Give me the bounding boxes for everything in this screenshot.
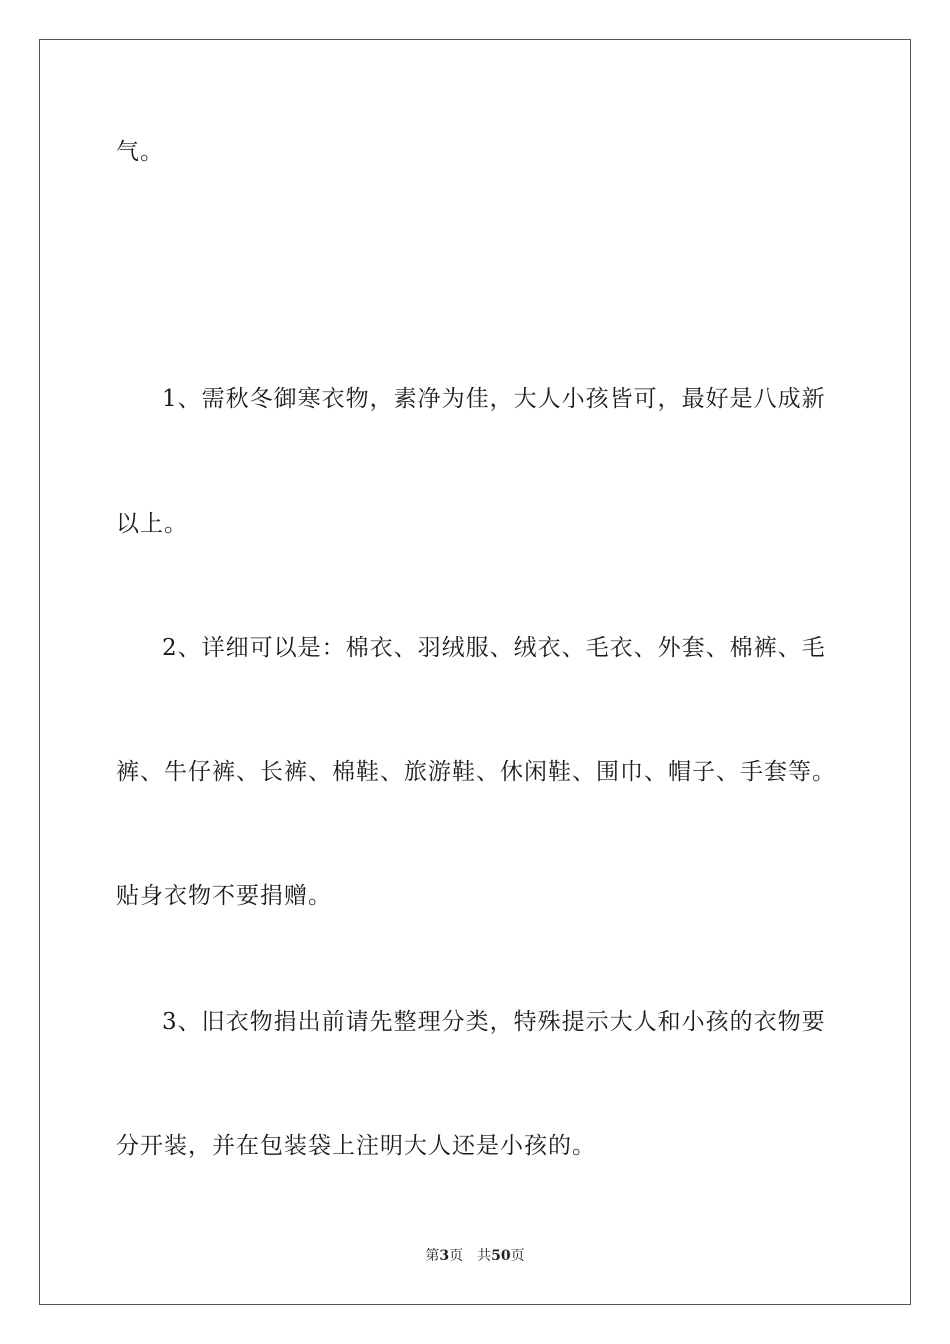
list-item-2-line-3: 贴身衣物不要捐赠。 <box>116 883 332 909</box>
footer-total-pages: 50 <box>491 1248 511 1264</box>
list-item-2-line-2: 裤、牛仔裤、长裤、棉鞋、旅游鞋、休闲鞋、围巾、帽子、手套等。 <box>116 759 836 785</box>
page-frame <box>39 39 911 1305</box>
list-item-1-line-1: 1、需秋冬御寒衣物，素净为佳，大人小孩皆可，最好是八成新 <box>162 386 826 412</box>
list-item-3-line-2: 分开装，并在包装袋上注明大人还是小孩的。 <box>116 1133 596 1159</box>
paragraph-continuation-line: 气。 <box>116 139 164 165</box>
list-item-1-line-2: 以上。 <box>116 511 188 537</box>
footer-page-suffix: 页 <box>449 1248 464 1264</box>
list-item-2-line-1: 2、详细可以是：棉衣、羽绒服、绒衣、毛衣、外套、棉裤、毛 <box>162 635 826 661</box>
list-item-3-line-1: 3、旧衣物捐出前请先整理分类，特殊提示大人和小孩的衣物要 <box>162 1009 826 1035</box>
footer-total-suffix: 页 <box>510 1248 525 1264</box>
footer-page-prefix: 第 <box>425 1248 440 1264</box>
footer-total-prefix: 共 <box>477 1248 492 1264</box>
page-footer <box>0 1247 950 1265</box>
footer-page-number: 3 <box>439 1248 450 1264</box>
